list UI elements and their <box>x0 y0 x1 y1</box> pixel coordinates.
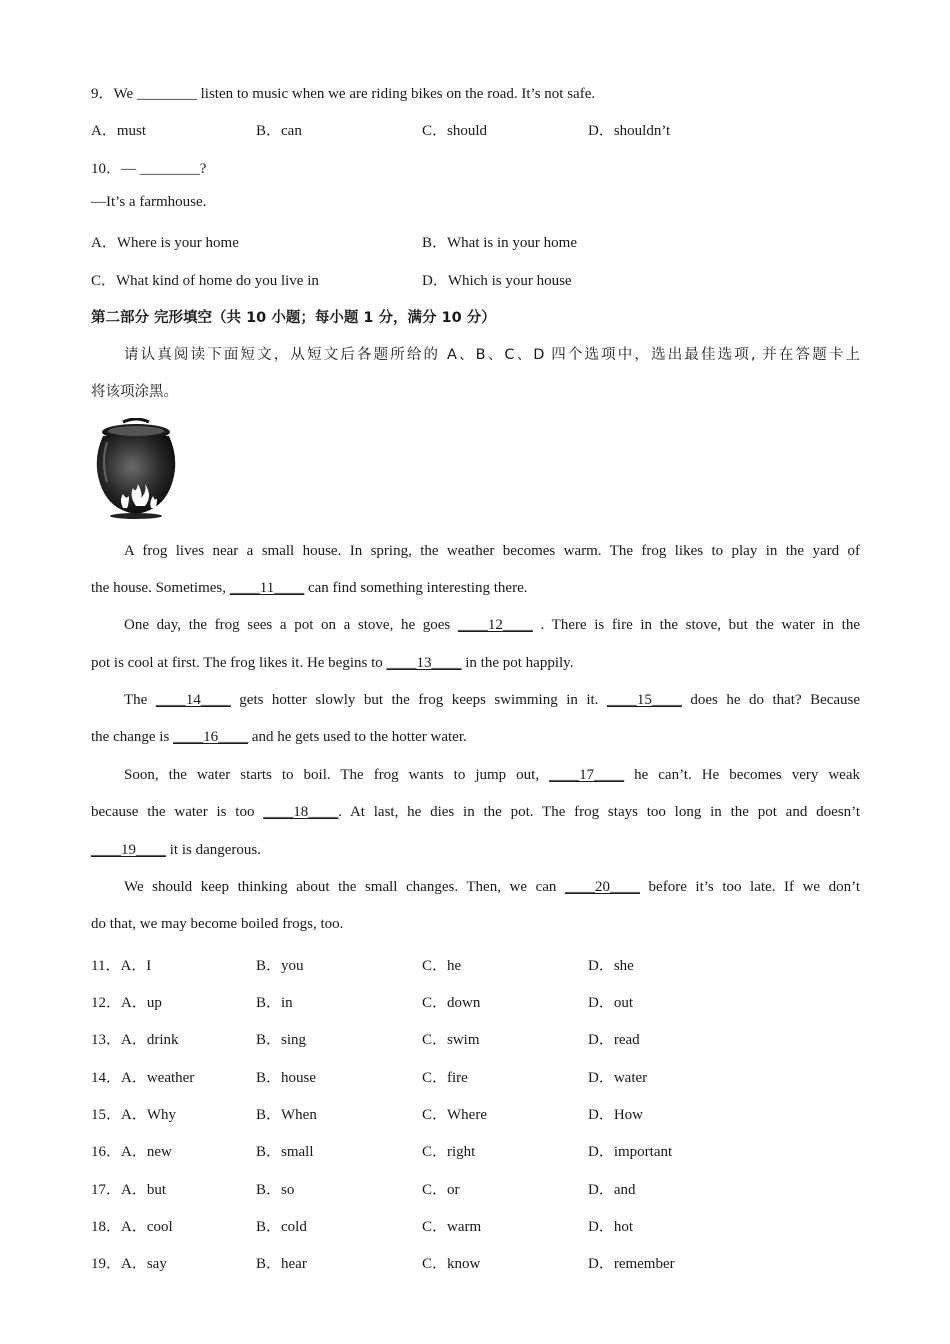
pot-on-fire-illustration <box>93 418 179 520</box>
choice-12-a[interactable]: 12．A．up <box>91 995 162 1011</box>
text: because the water is too <box>91 804 255 820</box>
choice-16-d[interactable]: D．important <box>588 1144 673 1160</box>
q9-option-a[interactable]: A．must <box>91 123 147 139</box>
text: and he gets used to the hotter water. <box>251 729 467 745</box>
choice-18-b[interactable]: B．cold <box>256 1219 307 1235</box>
choice-15-a[interactable]: 15．A．Why <box>91 1107 176 1123</box>
choice-15-c[interactable]: C．Where <box>422 1107 487 1123</box>
q10-option-d[interactable]: D．Which is your house <box>422 273 572 289</box>
text: before it’s too late. If we don’t <box>648 879 861 895</box>
blank-20[interactable]: ____20____ <box>564 879 640 895</box>
text: . There is fire in the stove, but the water in the <box>540 617 861 633</box>
text: in the pot happily. <box>465 655 574 671</box>
q9-option-c[interactable]: C．should <box>422 123 488 139</box>
choice-17-d[interactable]: D．and <box>588 1182 636 1198</box>
blank-17[interactable]: ____17____ <box>549 767 625 783</box>
q10-option-b[interactable]: B．What is in your home <box>422 235 577 251</box>
passage-p2-line2 <box>91 655 573 672</box>
question-10-stem: 10．— ________? <box>91 161 207 177</box>
passage-p4-line3 <box>91 842 261 859</box>
choice-19-b[interactable]: B．hear <box>256 1256 307 1272</box>
passage-p4-line1 <box>124 767 860 784</box>
question-9-stem: 9．We ________ listen to music when we are riding bikes on the road. It’s not safe. <box>91 86 596 102</box>
q9-option-d[interactable]: D．shouldn’t <box>588 123 671 139</box>
choice-18-c[interactable]: C．warm <box>422 1219 482 1235</box>
passage-p3-line1 <box>124 692 860 709</box>
section-instruction-line1: 请认真阅读下面短文，从短文后各题所给的 A、B、C、D 四个选项中，选出最佳选项, 并在答题卡上 <box>124 347 860 363</box>
blank-12[interactable]: ____12____ <box>457 617 533 633</box>
text: One day, the frog sees a pot on a stove, he goes <box>124 617 451 633</box>
choice-13-c[interactable]: C．swim <box>422 1032 480 1048</box>
choice-19-a[interactable]: 19．A．say <box>91 1256 167 1272</box>
choice-13-d[interactable]: D．read <box>588 1032 640 1048</box>
text: he can’t. He becomes very weak <box>634 767 860 783</box>
text: . At last, he dies in the pot. The frog stays too long in the pot and doesn’t <box>338 804 861 820</box>
choice-18-a[interactable]: 18．A．cool <box>91 1219 173 1235</box>
choice-12-c[interactable]: C．down <box>422 995 481 1011</box>
choice-16-c[interactable]: C．right <box>422 1144 476 1160</box>
choice-13-b[interactable]: B．sing <box>256 1032 307 1048</box>
choice-14-d[interactable]: D．water <box>588 1070 648 1086</box>
text: can find something interesting there. <box>307 580 528 596</box>
choice-11-b[interactable]: B．you <box>256 958 304 974</box>
q9-option-b[interactable]: B．can <box>256 123 302 139</box>
choice-11-c[interactable]: C．he <box>422 958 462 974</box>
choice-14-b[interactable]: B．house <box>256 1070 317 1086</box>
text: The <box>124 692 148 708</box>
choice-18-d[interactable]: D．hot <box>588 1219 634 1235</box>
section-heading: 第二部分 完形填空（共 10 小题；每小题 1 分，满分 10 分） <box>91 310 496 326</box>
choice-19-d[interactable]: D．remember <box>588 1256 675 1272</box>
blank-13[interactable]: ____13____ <box>386 655 462 671</box>
choice-17-a[interactable]: 17．A．but <box>91 1182 167 1198</box>
text: the house. Sometimes, <box>91 580 226 596</box>
text: Soon, the water starts to boil. The frog wants to jump out, <box>124 767 540 783</box>
blank-14[interactable]: ____14____ <box>155 692 231 708</box>
passage-p3-line2 <box>91 729 467 746</box>
choice-19-c[interactable]: C．know <box>422 1256 481 1272</box>
blank-15[interactable]: ____15____ <box>606 692 682 708</box>
passage-p2-line1 <box>124 617 860 634</box>
q10-option-c[interactable]: C．What kind of home do you live in <box>91 273 319 289</box>
choice-14-c[interactable]: C．fire <box>422 1070 468 1086</box>
blank-11[interactable]: ____11____ <box>229 580 305 596</box>
choice-17-b[interactable]: B．so <box>256 1182 295 1198</box>
choice-13-a[interactable]: 13．A．drink <box>91 1032 179 1048</box>
text: does he do that? Because <box>690 692 861 708</box>
passage-p5-line2: do that, we may become boiled frogs, too. <box>91 916 344 932</box>
blank-18[interactable]: ____18____ <box>263 804 339 820</box>
text: the change is <box>91 729 170 745</box>
passage-p1-line2 <box>91 580 527 597</box>
choice-16-a[interactable]: 16．A．new <box>91 1144 172 1160</box>
blank-16[interactable]: ____16____ <box>173 729 249 745</box>
choice-15-b[interactable]: B．When <box>256 1107 317 1123</box>
text: pot is cool at first. The frog likes it. He begins to <box>91 655 383 671</box>
passage-p4-line2 <box>91 804 860 821</box>
text: We should keep thinking about the small changes. Then, we can <box>124 879 557 895</box>
passage-p1-line1: A frog lives near a small house. In spring, the weather becomes warm. The frog likes to play in the yard of <box>124 543 860 559</box>
text: it is dangerous. <box>169 842 261 858</box>
passage-p5-line1 <box>124 879 860 896</box>
choice-11-d[interactable]: D．she <box>588 958 634 974</box>
q10-option-a[interactable]: A．Where is your home <box>91 235 239 251</box>
section-instruction-line2: 将该项涂黑。 <box>91 384 178 400</box>
choice-15-d[interactable]: D．How <box>588 1107 643 1123</box>
choice-12-d[interactable]: D．out <box>588 995 634 1011</box>
choice-17-c[interactable]: C．or <box>422 1182 460 1198</box>
choice-16-b[interactable]: B．small <box>256 1144 314 1160</box>
choice-11-a[interactable]: 11．A．I <box>91 958 152 974</box>
choice-12-b[interactable]: B．in <box>256 995 293 1011</box>
question-10-answer: —It’s a farmhouse. <box>91 194 207 210</box>
text: gets hotter slowly but the frog keeps swimming in it. <box>239 692 599 708</box>
choice-14-a[interactable]: 14．A．weather <box>91 1070 195 1086</box>
blank-19[interactable]: ____19____ <box>91 842 166 858</box>
